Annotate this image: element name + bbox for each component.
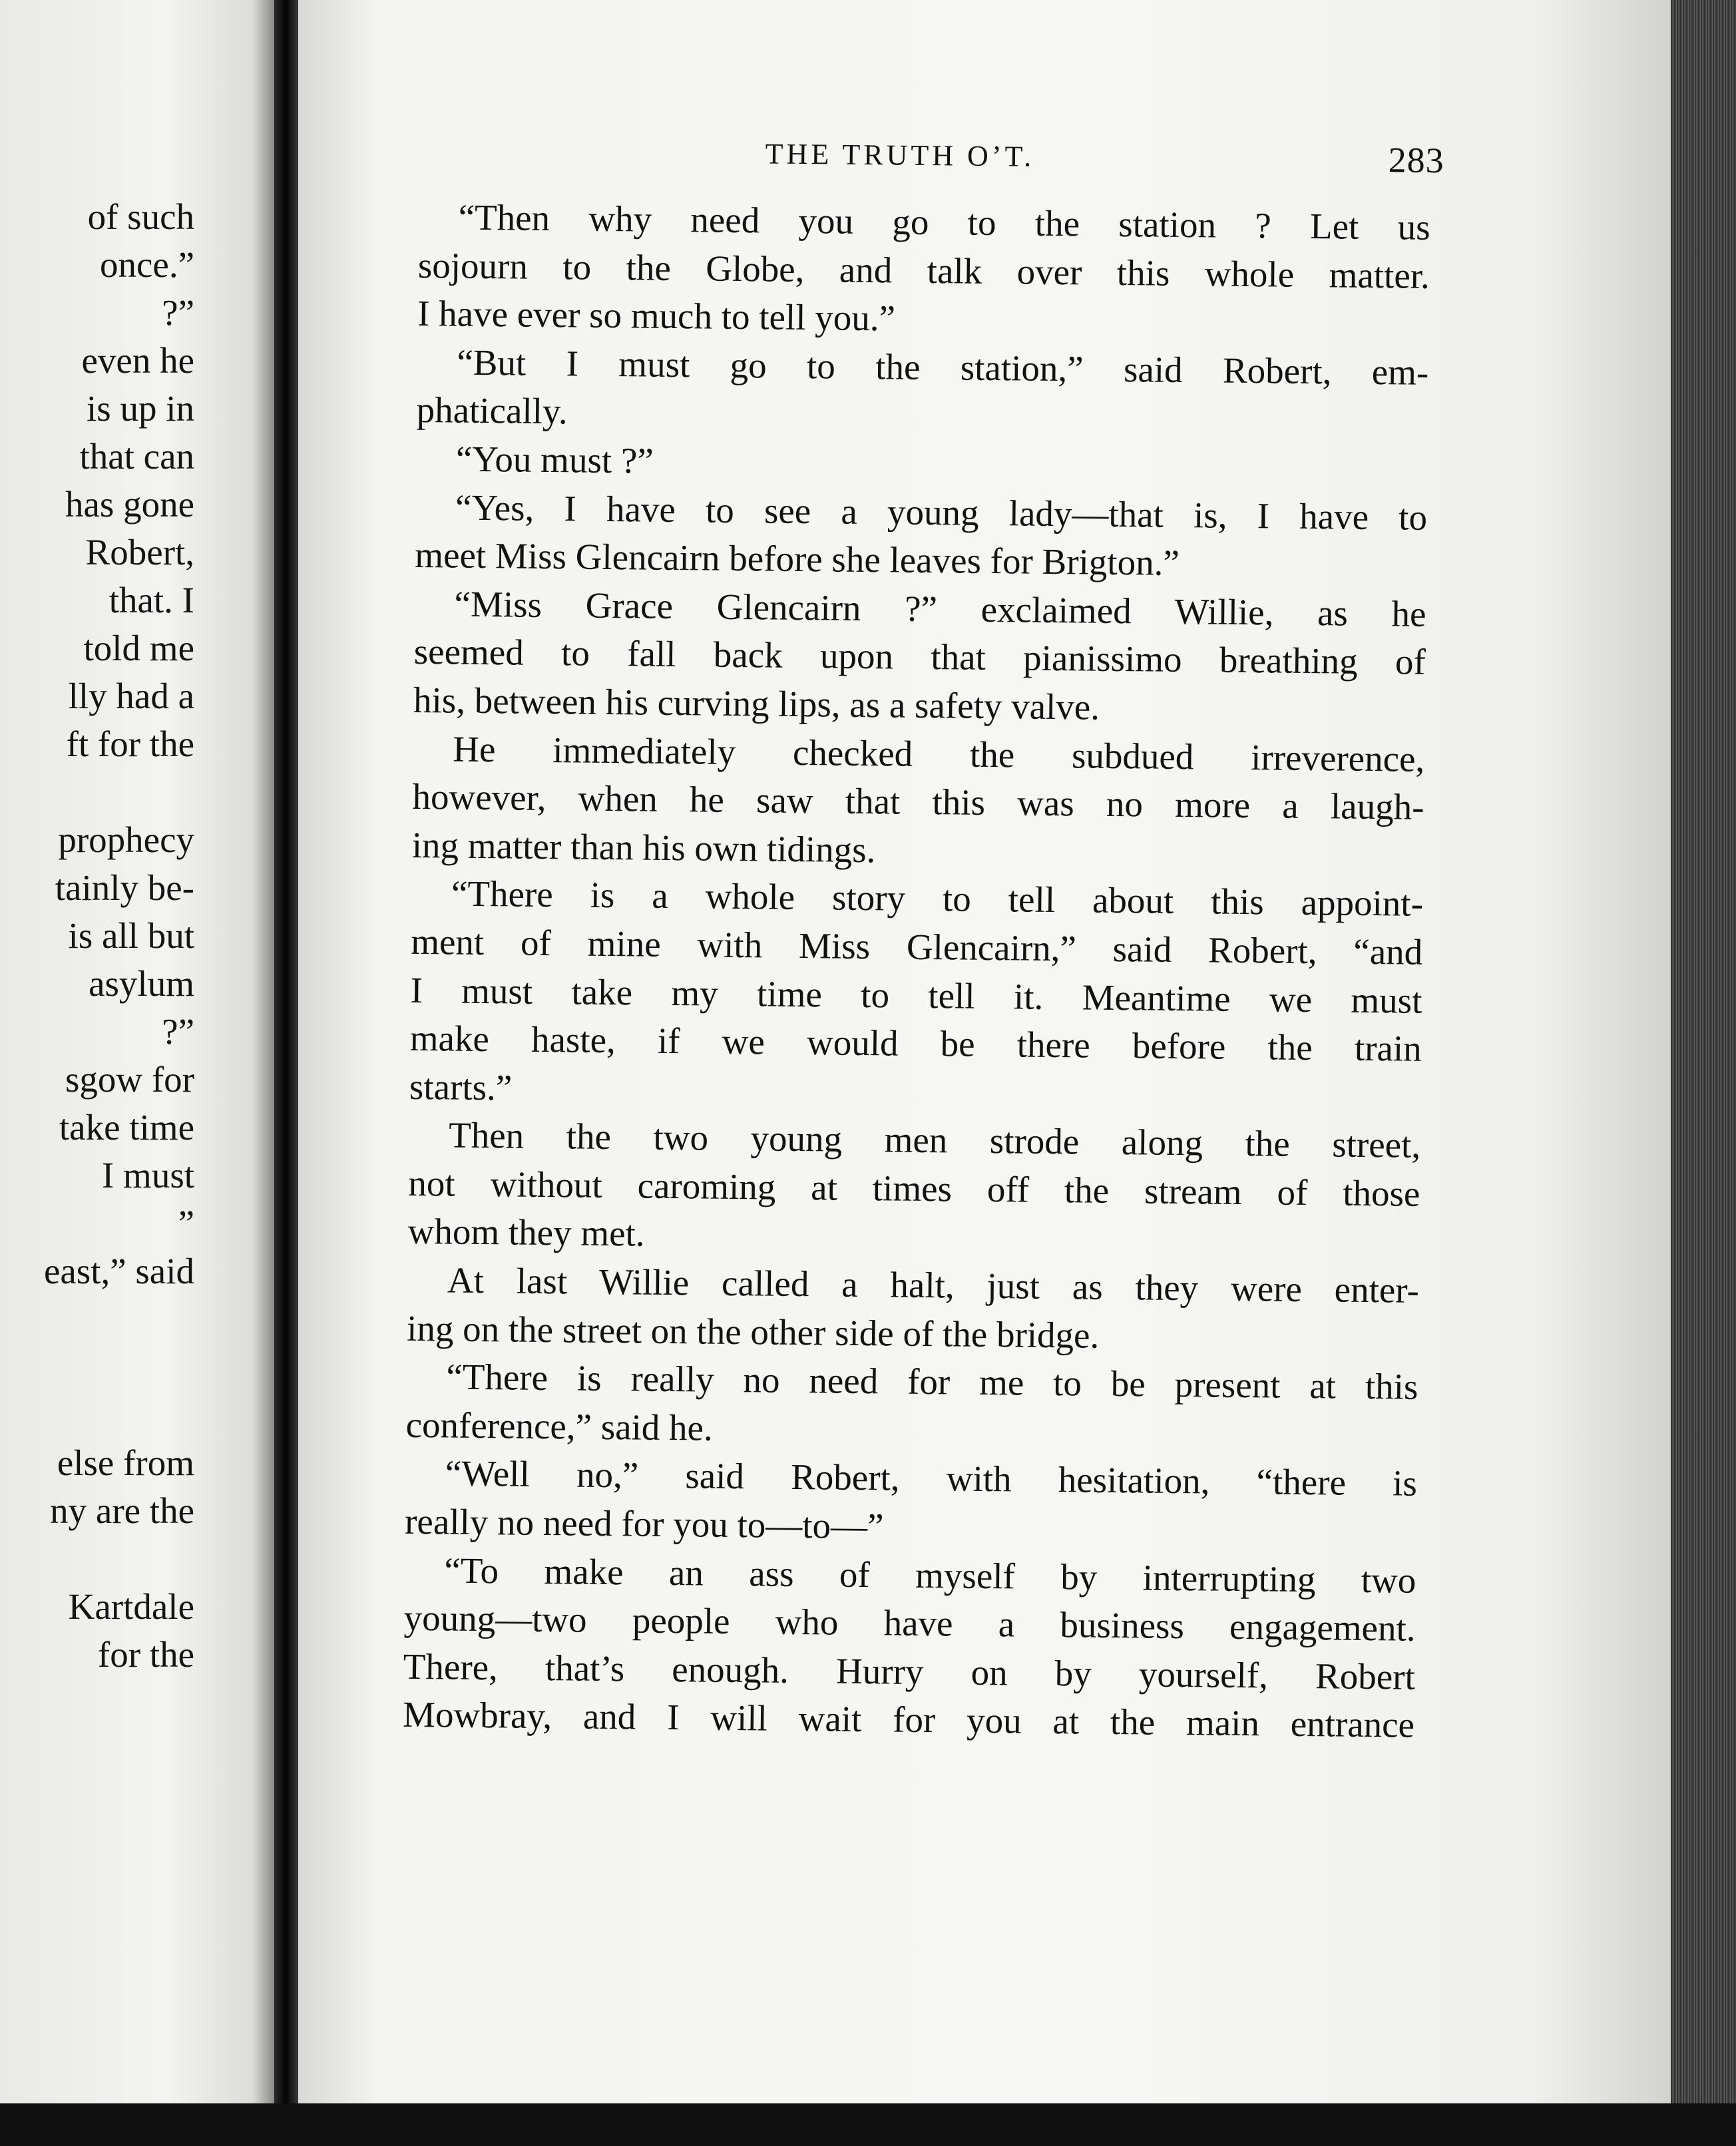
left-page-line: lly had a — [68, 676, 194, 716]
text-line: Mowbray, and I will wait for you at the main entrance — [402, 1694, 1415, 1746]
text-line: I must take my time to tell it. Meantime we must — [410, 969, 1422, 1021]
text-line: however, when he saw that this was no more a laugh- — [412, 776, 1424, 827]
text-line: seemed to fall back upon that pianissimo breathing of — [413, 631, 1426, 683]
text-line: He immediately checked the subdued irreverence, — [453, 728, 1425, 779]
text-line: “Miss Grace Glencairn ?” exclaimed Willie, as he — [454, 583, 1426, 634]
left-page-line: is up in — [87, 388, 194, 429]
left-page-line — [0, 1343, 194, 1391]
running-head — [419, 133, 1444, 204]
left-page-text — [0, 193, 194, 1679]
left-page — [0, 0, 274, 2146]
page-edges — [1671, 0, 1736, 2146]
text-line: “You must ?” — [455, 438, 654, 481]
left-page-line: prophecy — [58, 819, 194, 860]
text-line: make haste, if we would be there before the train — [409, 1018, 1422, 1069]
text-line: There, that’s enough. Hurry on by yourself, Robert — [403, 1645, 1416, 1697]
left-page-line — [0, 1535, 194, 1583]
left-page-line: asylum — [89, 963, 194, 1004]
left-page-line: ” — [178, 1203, 194, 1243]
left-page-line: ?” — [162, 1011, 194, 1052]
text-line: “But I must go to the station,” said Robert, em- — [457, 341, 1429, 393]
left-page-line: that can — [79, 436, 194, 477]
body-text — [403, 193, 1430, 1750]
page-number: 283 — [1388, 140, 1444, 181]
text-line: “There is a whole story to tell about this appoint- — [451, 873, 1424, 925]
right-page-content — [402, 133, 1444, 1750]
text-line: Then the two young men strode along the street, — [448, 1114, 1421, 1166]
left-page-line: ?” — [162, 292, 194, 333]
left-page-line — [0, 1295, 194, 1343]
text-line: “Well no,” said Robert, with hesitation, “there is — [445, 1452, 1418, 1504]
bottom-shadow — [0, 2103, 1736, 2146]
left-page-line: that. I — [108, 580, 194, 620]
left-page-line: else from — [57, 1442, 194, 1483]
text-line: ing matter than his own tidings. — [411, 824, 876, 870]
left-page-line: Kartdale — [68, 1586, 194, 1627]
text-line: sojourn to the Globe, and talk over this whole matter. — [417, 244, 1430, 296]
text-line: “Then why need you go to the station ? Let us — [458, 196, 1430, 248]
text-line: “Yes, I have to see a young lady—that is, I have to — [455, 487, 1428, 538]
left-page-line: once.” — [100, 244, 194, 285]
text-line: At last Willie called a halt, just as they were enter- — [447, 1259, 1420, 1311]
text-line: phatically. — [416, 389, 568, 432]
left-page-line — [0, 768, 194, 816]
left-page-line: east,” said — [43, 1251, 194, 1291]
text-line: conference,” said he. — [405, 1404, 714, 1448]
left-page-line: told me — [83, 628, 194, 668]
left-page-line: take time — [59, 1107, 194, 1148]
text-line: meet Miss Glencairn before she leaves for Brigton.” — [415, 535, 1180, 584]
left-page-line: ny are the — [50, 1490, 194, 1531]
left-page-line: even he — [81, 340, 194, 381]
left-page-line: I must — [101, 1155, 194, 1195]
text-line: his, between his curving lips, as a safety valve. — [413, 679, 1100, 728]
left-page-line: tainly be- — [55, 867, 194, 908]
text-line: whom they met. — [407, 1211, 645, 1255]
text-line: “There is really no need for me to be present at this — [446, 1356, 1418, 1408]
text-line: starts.” — [409, 1066, 513, 1108]
left-page-line: Robert, — [85, 532, 194, 572]
text-line: ing on the street on the other side of the bridge. — [406, 1307, 1100, 1356]
left-page-line: is all but — [68, 915, 194, 956]
text-line: really no need for you to—to—” — [404, 1500, 884, 1547]
text-line: ment of mine with Miss Glencairn,” said Robert, “and — [410, 921, 1423, 972]
left-page-line: sgow for — [65, 1059, 194, 1100]
left-page-line: has gone — [65, 484, 194, 525]
left-page-line: ft for the — [66, 724, 194, 764]
text-line: not without caroming at times off the stream of those — [408, 1162, 1420, 1214]
running-head-title: THE TRUTH O’T. — [765, 137, 1035, 173]
left-page-line: for the — [97, 1634, 194, 1675]
left-page-line — [0, 1391, 194, 1439]
text-line: young—two people who have a business engagement. — [403, 1598, 1416, 1649]
text-line: I have ever so much to tell you.” — [417, 293, 896, 339]
book-gutter — [274, 0, 298, 2146]
text-line: “To make an ass of myself by interrupting two — [444, 1550, 1416, 1601]
left-page-line: of such — [87, 196, 194, 237]
